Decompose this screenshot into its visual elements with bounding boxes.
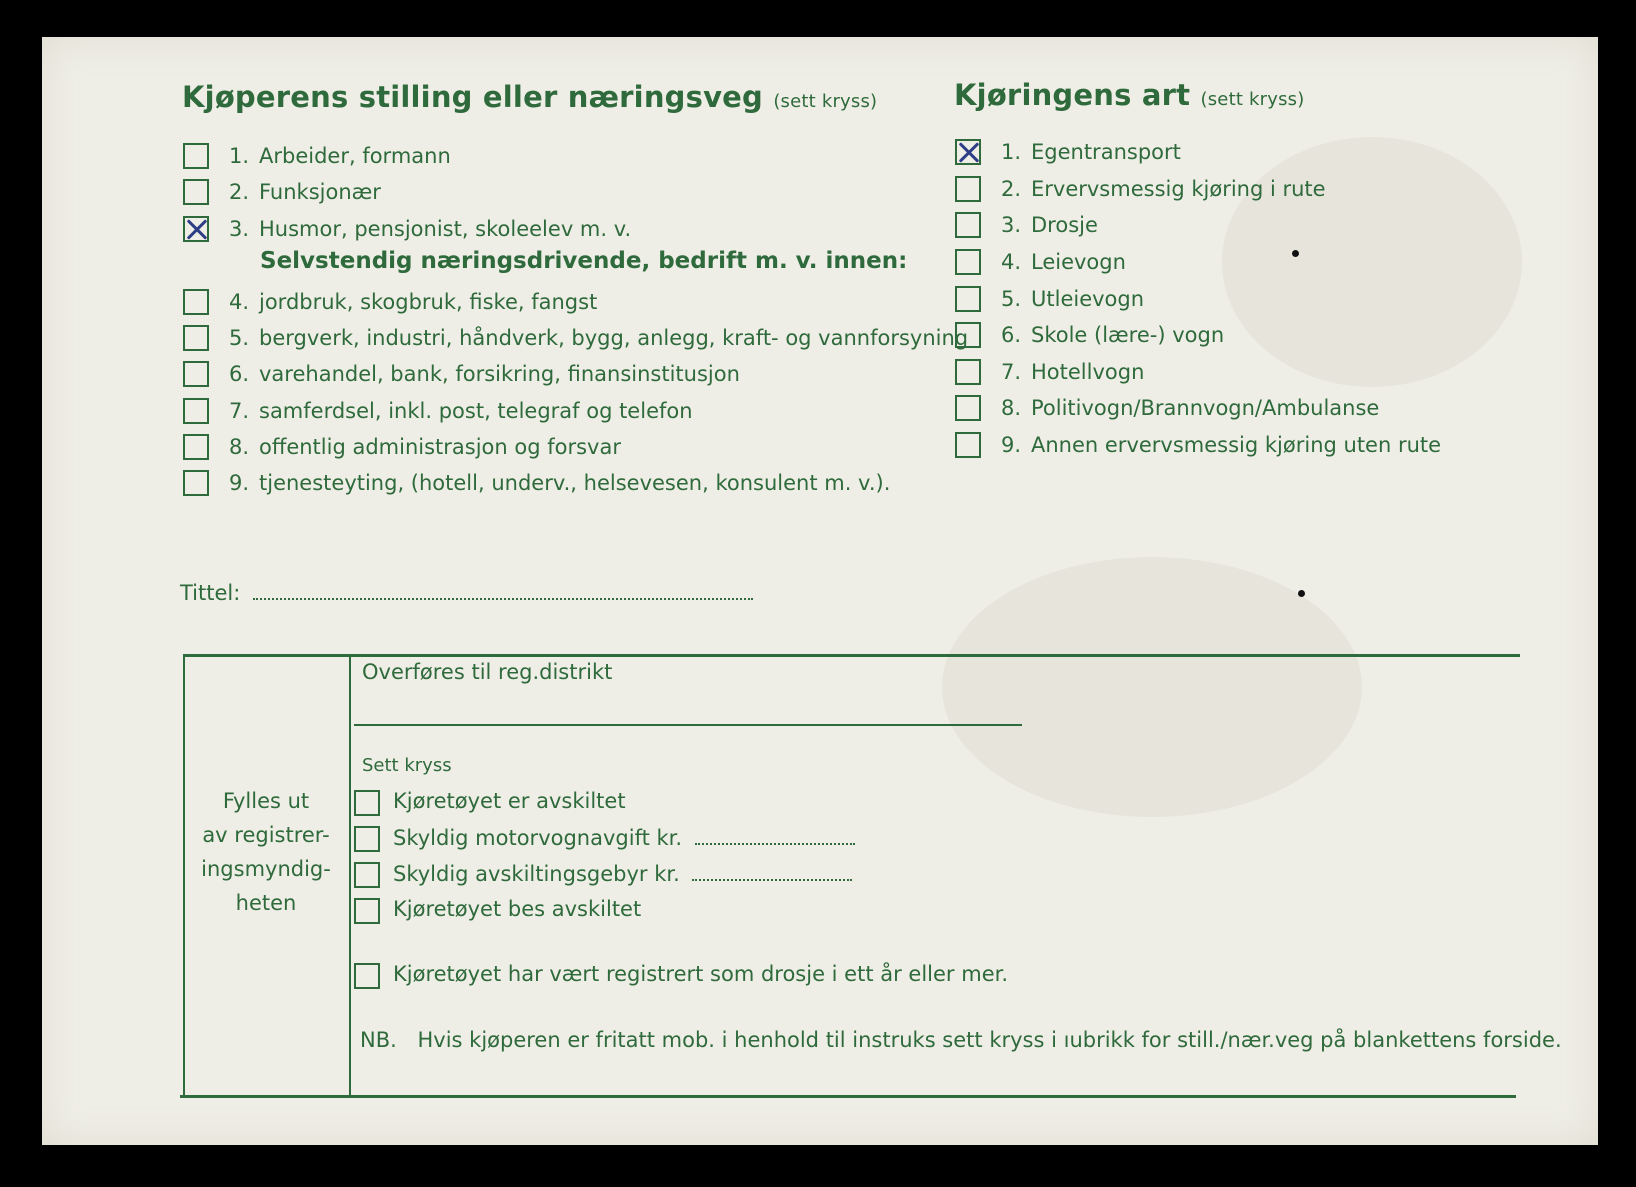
buyer-option-2[interactable] xyxy=(183,177,381,207)
check-label-vehicle-tax xyxy=(393,825,855,850)
driving-option-4[interactable] xyxy=(955,247,1126,277)
option-label: Arbeider, formann xyxy=(259,144,451,168)
option-number: 1. xyxy=(229,144,250,168)
deregistration-fee-amount-line[interactable] xyxy=(692,861,852,881)
checkbox-taxi-registered[interactable] xyxy=(354,963,380,989)
option-label: Leievogn xyxy=(1031,250,1126,274)
buyer-option-4[interactable] xyxy=(183,287,597,317)
driving-type-title xyxy=(954,78,1304,112)
buyer-option-3[interactable] xyxy=(183,214,631,244)
option-label: Skole (lære-) vogn xyxy=(1031,323,1225,347)
checkbox-buyer-3[interactable] xyxy=(183,216,209,242)
side-label-line: heten xyxy=(235,891,297,915)
side-label-line: Fylles ut xyxy=(222,789,310,813)
buyer-position-note: (sett kryss) xyxy=(773,91,878,112)
ink-speck xyxy=(1298,590,1305,597)
driving-option-2[interactable] xyxy=(955,174,1326,204)
option-number: 7. xyxy=(1001,360,1022,384)
checkbox-driving-1[interactable] xyxy=(955,139,981,165)
option-number: 1. xyxy=(1001,140,1022,164)
checkbox-driving-4[interactable] xyxy=(955,249,981,275)
option-number: 3. xyxy=(229,217,250,241)
driving-option-7[interactable] xyxy=(955,357,1144,387)
option-label: bergverk, industri, håndverk, bygg, anlegg, kraft- og vannforsyning xyxy=(259,326,969,350)
checkbox-buyer-8[interactable] xyxy=(183,434,209,460)
buyer-option-9[interactable] xyxy=(183,468,890,498)
option-label: Drosje xyxy=(1031,213,1098,237)
option-number: 8. xyxy=(1001,396,1022,420)
buyer-option-8[interactable] xyxy=(183,432,621,462)
checkbox-deregistration-fee-owed[interactable] xyxy=(354,862,380,888)
section-bottom-rule xyxy=(180,1095,1516,1098)
check-label-vehicle-tax-text: Skyldig motorvognavgift kr. xyxy=(393,826,683,850)
option-label: Husmor, pensjonist, skoleelev m. v. xyxy=(259,217,632,241)
driving-option-3[interactable] xyxy=(955,210,1098,240)
check-label-deregistration-fee-text: Skyldig avskiltingsgebyr kr. xyxy=(393,862,680,886)
checkbox-request-deregistration[interactable] xyxy=(354,898,380,924)
option-label: offentlig administrasjon og forsvar xyxy=(259,435,621,459)
option-number: 2. xyxy=(1001,177,1022,201)
check-label-deregistered: Kjøretøyet er avskiltet xyxy=(393,789,626,813)
option-number: 9. xyxy=(1001,433,1022,457)
checkbox-buyer-2[interactable] xyxy=(183,179,209,205)
section-left-border xyxy=(183,654,185,1097)
driving-option-6[interactable] xyxy=(955,320,1224,350)
option-label: tjenesteyting, (hotell, underv., helsevesen, konsulent m. v.). xyxy=(259,471,891,495)
section-divider xyxy=(349,654,351,1097)
title-field[interactable] xyxy=(180,580,753,605)
nb-text: Hvis kjøperen er fritatt mob. i henhold til instruks sett kryss i ıubrikk for still./nær.veg på blankettens forside. xyxy=(417,1028,1562,1052)
vehicle-tax-amount-line[interactable] xyxy=(695,825,855,845)
driving-option-9[interactable] xyxy=(955,430,1441,460)
option-label: Funksjonær xyxy=(259,180,381,204)
checkbox-buyer-5[interactable] xyxy=(183,325,209,351)
option-number: 6. xyxy=(229,362,250,386)
checkbox-driving-3[interactable] xyxy=(955,212,981,238)
transfer-underline xyxy=(354,724,1022,726)
driving-option-1[interactable] xyxy=(955,137,1181,167)
title-field-dotted-line[interactable] xyxy=(253,580,753,600)
option-number: 8. xyxy=(229,435,250,459)
checkbox-driving-7[interactable] xyxy=(955,359,981,385)
option-number: 3. xyxy=(1001,213,1022,237)
nb-label: NB. xyxy=(360,1028,397,1052)
option-label: varehandel, bank, forsikring, finansinstitusjon xyxy=(259,362,740,386)
option-number: 4. xyxy=(229,290,250,314)
driving-type-title-text: Kjøringens art xyxy=(954,78,1191,112)
checkbox-driving-8[interactable] xyxy=(955,395,981,421)
side-label-line: av registrer- xyxy=(202,823,330,847)
checkbox-driving-9[interactable] xyxy=(955,432,981,458)
option-number: 5. xyxy=(1001,287,1022,311)
option-label: Ervervsmessig kjøring i rute xyxy=(1031,177,1326,201)
option-label: Hotellvogn xyxy=(1031,360,1145,384)
option-number: 5. xyxy=(229,326,250,350)
option-number: 6. xyxy=(1001,323,1022,347)
checkbox-driving-2[interactable] xyxy=(955,176,981,202)
checkbox-buyer-7[interactable] xyxy=(183,398,209,424)
check-label-deregistration-fee xyxy=(393,861,852,886)
option-label: samferdsel, inkl. post, telegraf og telefon xyxy=(259,399,693,423)
driving-option-5[interactable] xyxy=(955,284,1144,314)
checkbox-buyer-6[interactable] xyxy=(183,361,209,387)
nb-note xyxy=(360,1028,1562,1052)
registry-side-label xyxy=(190,784,342,920)
option-number: 9. xyxy=(229,471,250,495)
checkbox-buyer-1[interactable] xyxy=(183,143,209,169)
checkbox-driving-5[interactable] xyxy=(955,286,981,312)
driving-type-note: (sett kryss) xyxy=(1200,89,1305,110)
buyer-option-6[interactable] xyxy=(183,359,740,389)
checkbox-vehicle-tax-owed[interactable] xyxy=(354,826,380,852)
sett-kryss-label: Sett kryss xyxy=(362,755,452,776)
ink-speck xyxy=(1292,250,1299,257)
option-label: Egentransport xyxy=(1031,140,1181,164)
option-number: 7. xyxy=(229,399,250,423)
driving-option-8[interactable] xyxy=(955,393,1379,423)
check-label-taxi-registered: Kjøretøyet har vært registrert som drosje i ett år eller mer. xyxy=(393,962,1008,986)
check-label-request-deregistration: Kjøretøyet bes avskiltet xyxy=(393,897,642,921)
option-label: Utleievogn xyxy=(1031,287,1145,311)
side-label-line: ingsmyndig- xyxy=(201,857,331,881)
buyer-option-5[interactable] xyxy=(183,323,968,353)
option-label: Annen ervervsmessig kjøring uten rute xyxy=(1031,433,1442,457)
transfer-label: Overføres til reg.distrikt xyxy=(362,660,613,684)
option-number: 2. xyxy=(229,180,250,204)
buyer-position-title xyxy=(182,80,877,114)
checkbox-driving-6[interactable] xyxy=(955,322,981,348)
checkbox-deregistered[interactable] xyxy=(354,790,380,816)
buyer-position-title-text: Kjøperens stilling eller næringsveg xyxy=(182,80,764,114)
self-employed-subheading: Selvstendig næringsdrivende, bedrift m. v. innen: xyxy=(260,248,908,274)
section-top-rule xyxy=(184,654,1520,657)
title-field-label: Tittel: xyxy=(180,581,241,605)
checkbox-buyer-9[interactable] xyxy=(183,470,209,496)
option-label: jordbruk, skogbruk, fiske, fangst xyxy=(259,290,598,314)
option-number: 4. xyxy=(1001,250,1022,274)
option-label: Politivogn/Brannvogn/Ambulanse xyxy=(1031,396,1380,420)
buyer-option-7[interactable] xyxy=(183,396,693,426)
checkbox-buyer-4[interactable] xyxy=(183,289,209,315)
buyer-option-1[interactable] xyxy=(183,141,451,171)
